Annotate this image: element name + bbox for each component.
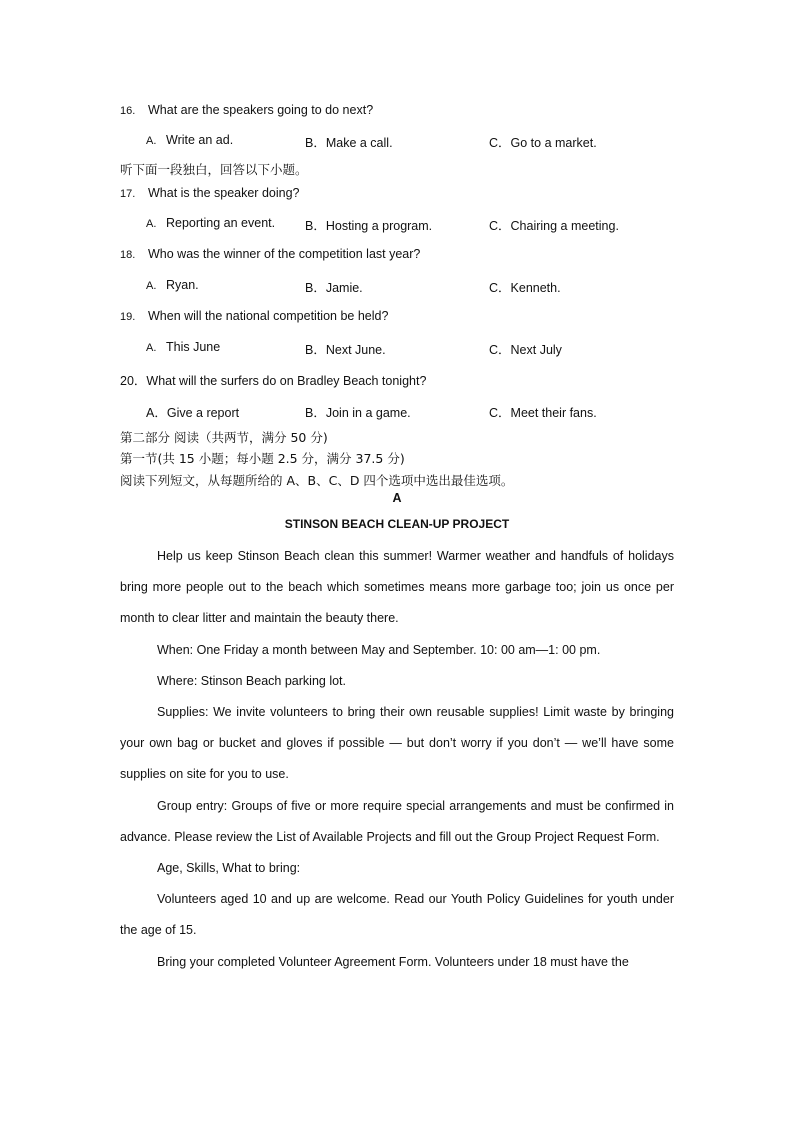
q17-option-c: C．Chairing a meeting.: [489, 219, 619, 233]
group-paragraph: Group entry: Groups of five or more require special arrangements and must be confirmed in advance. Please review the List of Available Projects and fill out the Group Project Request Form.: [120, 798, 674, 844]
q18-option-c: C．Kenneth.: [489, 281, 561, 295]
q20-option-a: A．Give a report: [146, 406, 240, 420]
q20-option-b: B．Join in a game.: [305, 406, 411, 420]
intro-paragraph: Help us keep Stinson Beach clean this summer! Warmer weather and handfuls of holidays bring more people out to the beach which sometimes means more garbage too; join us once per month to clear litter and maintain the beauty there.: [120, 549, 674, 626]
age-heading: Age, Skills, What to bring:: [157, 861, 301, 876]
q17-option-b: B．Hosting a program.: [305, 219, 433, 233]
q19-option-b: B．Next June.: [305, 343, 386, 357]
passage-letter: A: [392, 491, 402, 505]
q16-option-c: C．Go to a market.: [489, 136, 597, 150]
passage-body: [120, 541, 674, 978]
passage-title: STINSON BEACH CLEAN-UP PROJECT: [284, 517, 510, 531]
supplies-paragraph: Supplies: We invite volunteers to bring their own reusable supplies! Limit waste by bringing your own bag or bucket and gloves if possible — but don’t worry if you don’t — we’ll have some supplies on site for you to use.: [120, 705, 674, 782]
q17-option-a: A. Reporting an event.: [146, 216, 276, 230]
section1-title: 第一节(共 15 小题；每小题 2.5 分，满分 37.5 分): [120, 451, 405, 466]
question-number: 16.: [120, 105, 136, 117]
part2-title: 第二部分 阅读（共两节，满分 50 分): [120, 430, 328, 445]
reading-instruction: 阅读下列短文，从每题所给的 A、B、C、D 四个选项中选出最佳选项。: [120, 473, 514, 488]
question-16: [120, 103, 373, 117]
q16-option-b: B．Make a call.: [305, 136, 393, 150]
q18-option-a: A. Ryan.: [146, 278, 199, 292]
where-paragraph: Where: Stinson Beach parking lot.: [157, 673, 346, 688]
question-text: What are the speakers going to do next?: [148, 103, 374, 117]
q19-option-c: C．Next July: [489, 343, 562, 357]
q18-option-b: B．Jamie.: [305, 281, 363, 295]
question-17: 17. What is the speaker doing?: [120, 186, 300, 200]
when-paragraph: When: One Friday a month between May and September. 10: 00 am—1: 00 pm.: [157, 642, 601, 657]
bring-paragraph: Bring your completed Volunteer Agreement Form. Volunteers under 18 must have the: [157, 954, 629, 969]
age-paragraph: Volunteers aged 10 and up are welcome. Read our Youth Policy Guidelines for youth under the age of 15.: [120, 892, 674, 938]
q19-option-a: A. This June: [146, 340, 221, 354]
monologue-instruction: 听下面一段独白，回答以下小题。: [120, 162, 308, 177]
question-18: 18. Who was the winner of the competition last year?: [120, 247, 421, 261]
question-19: 19. When will the national competition be held?: [120, 309, 389, 323]
q20-option-c: C．Meet their fans.: [489, 406, 597, 420]
q16-option-a: A. Write an ad.: [146, 133, 234, 147]
question-20: 20．What will the surfers do on Bradley Beach tonight?: [120, 374, 427, 388]
